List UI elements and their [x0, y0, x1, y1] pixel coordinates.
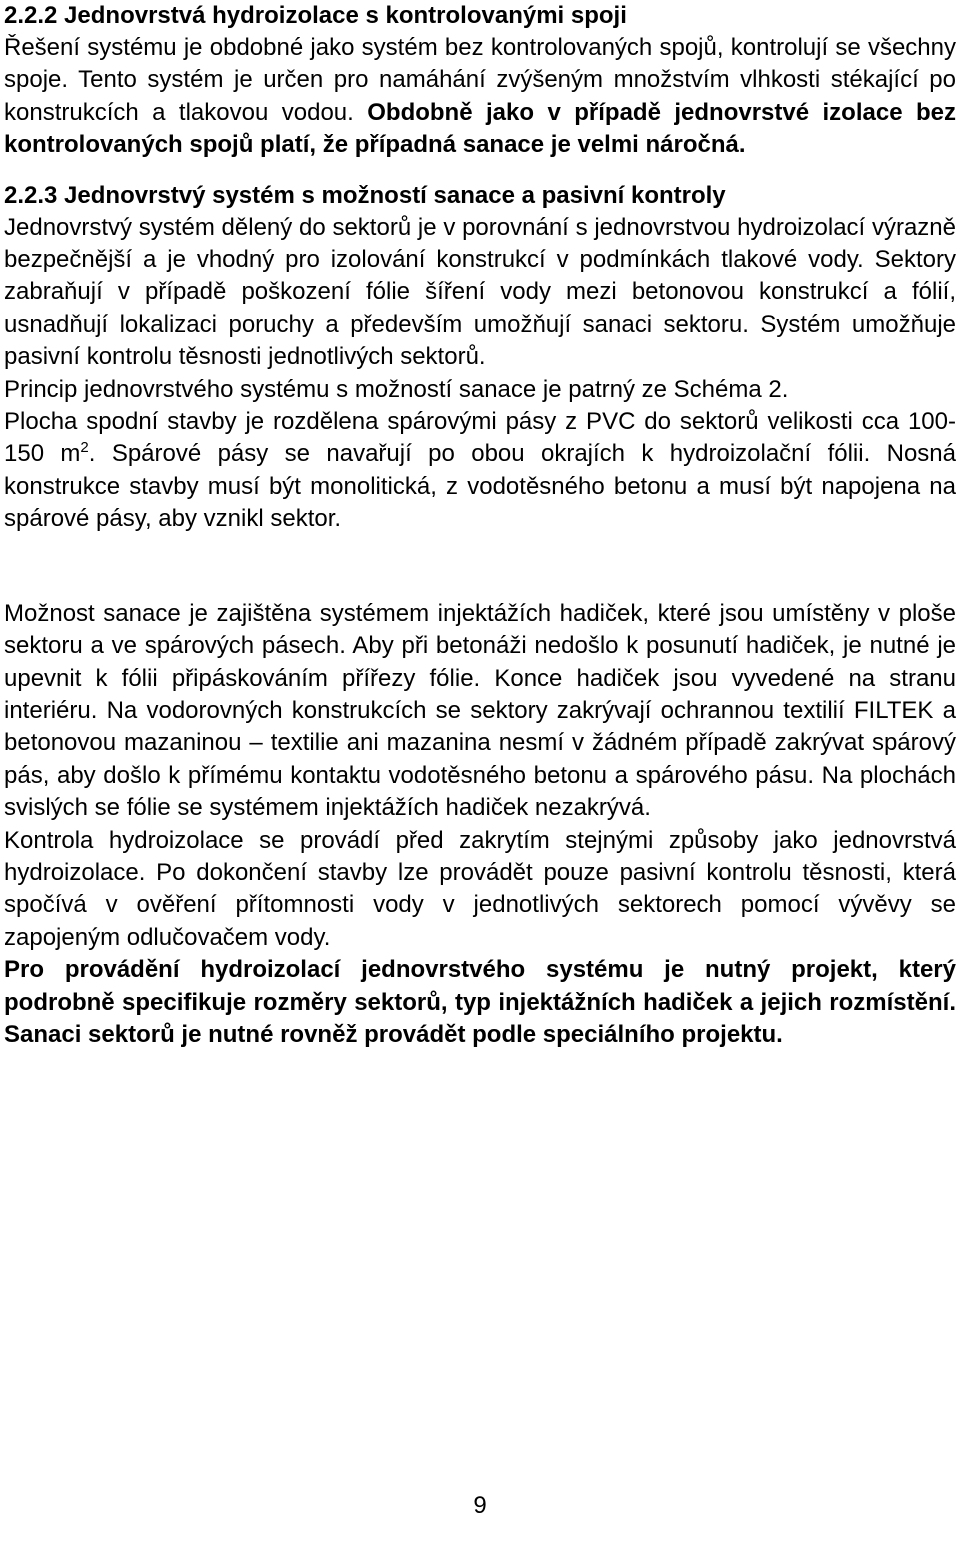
section-2-2-3-paragraph-2: Princip jednovrstvého systému s možností sanace je patrný ze Schéma 2.	[4, 375, 789, 403]
section-2-2-3-paragraph-5: Kontrola hydroizolace se provádí před zakrytím stejnými způsoby jako jednovrstvá hydroizolace. Po dokončení stavby lze provádět pouze pasivní kontrolu těsnosti, která spočívá v ověření přítomnosti vody v jednotlivých sektorech pomocí vývěvy se zapojeným odlučovačem vody.	[4, 826, 956, 951]
superscript: 2	[80, 439, 89, 457]
page-number: 9	[473, 1492, 487, 1519]
section-2-2-3-paragraph-1: Jednovrstvý systém dělený do sektorů je v porovnání s jednovrstvou hydroizolací výrazně bezpečnější a je vhodný pro izolování konstrukcí v podmínkách tlakové vody. Sektory zabraňují v případě poškození fólie šíření vody mezi betonovou konstrukcí a fólií, usnadňují lokalizaci poruchy a především umožňují sanaci sektoru. Systém umožňuje pasivní kontrolu těsnosti jednotlivých sektorů.	[4, 213, 956, 371]
section-2-2-2-paragraph	[4, 32, 956, 162]
paragraph-text: Řešení systému je obdobné jako systém bez kontrolovaných spojů, kontrolují se všechny spoje. Tento systém je určen pro namáhání zvýšeným množstvím vlhkosti stékající po konstrukcích a tlakovou vodou.	[4, 34, 956, 126]
paragraph-bold-text: Pro provádění hydroizolací jednovrstvého systému je nutný projekt, který podrobně specifikuje rozměry sektorů, typ injektážních hadiček a jejich rozmístění. Sanaci sektorů je nutné rovněž provádět podle speciálního projektu.	[4, 956, 956, 1048]
document-page	[4, 0, 956, 1051]
paragraph-bold-text: Obdobně jako v případě jednovrstvé izolace bez kontrolovaných spojů platí, že případná sanace je velmi náročná.	[4, 98, 956, 159]
paragraph-text: Plocha spodní stavby je rozdělena spárovými pásy z PVC do sektorů velikosti cca 100-150 m	[4, 408, 956, 468]
section-2-2-3-paragraph-6	[4, 954, 956, 1051]
paragraph-text: . Spárové pásy se navařují po obou okrajích k hydroizolační fólii. Nosná konstrukce stavby musí být monolitická, z vodotěsného betonu a musí být napojena na spárové pásy, aby vznikl sektor.	[4, 440, 957, 533]
section-heading-2-2-3: 2.2.3 Jednovrstvý systém s možností sanace a pasivní kontroly	[4, 181, 726, 209]
section-2-2-3-paragraph-4: Možnost sanace je zajištěna systémem injektážích hadiček, které jsou umístěny v ploše sektoru a ve spárových pásech. Aby při betonáži nedošlo k posunutí hadiček, je nutné je upevnit k fólii připáskováním přířezy fólie. Konce hadiček jsou vyvedené na stranu interiéru. Na vodorovných konstrukcích se sektory zakrývají ochrannou textilií FILTEK a betonovou mazaninou – textilie ani mazanina nesmí v žádném případě zakrývat spárový pás, aby došlo k přímému kontaktu vodotěsného betonu a spárového pásu. Na plochách svislých se fólie se systémem injektážích hadiček nezakrývá.	[4, 599, 956, 822]
section-2-2-3-paragraph-3	[4, 406, 956, 536]
section-heading-2-2-2: 2.2.2 Jednovrstvá hydroizolace s kontrolovanými spoji	[4, 2, 627, 29]
